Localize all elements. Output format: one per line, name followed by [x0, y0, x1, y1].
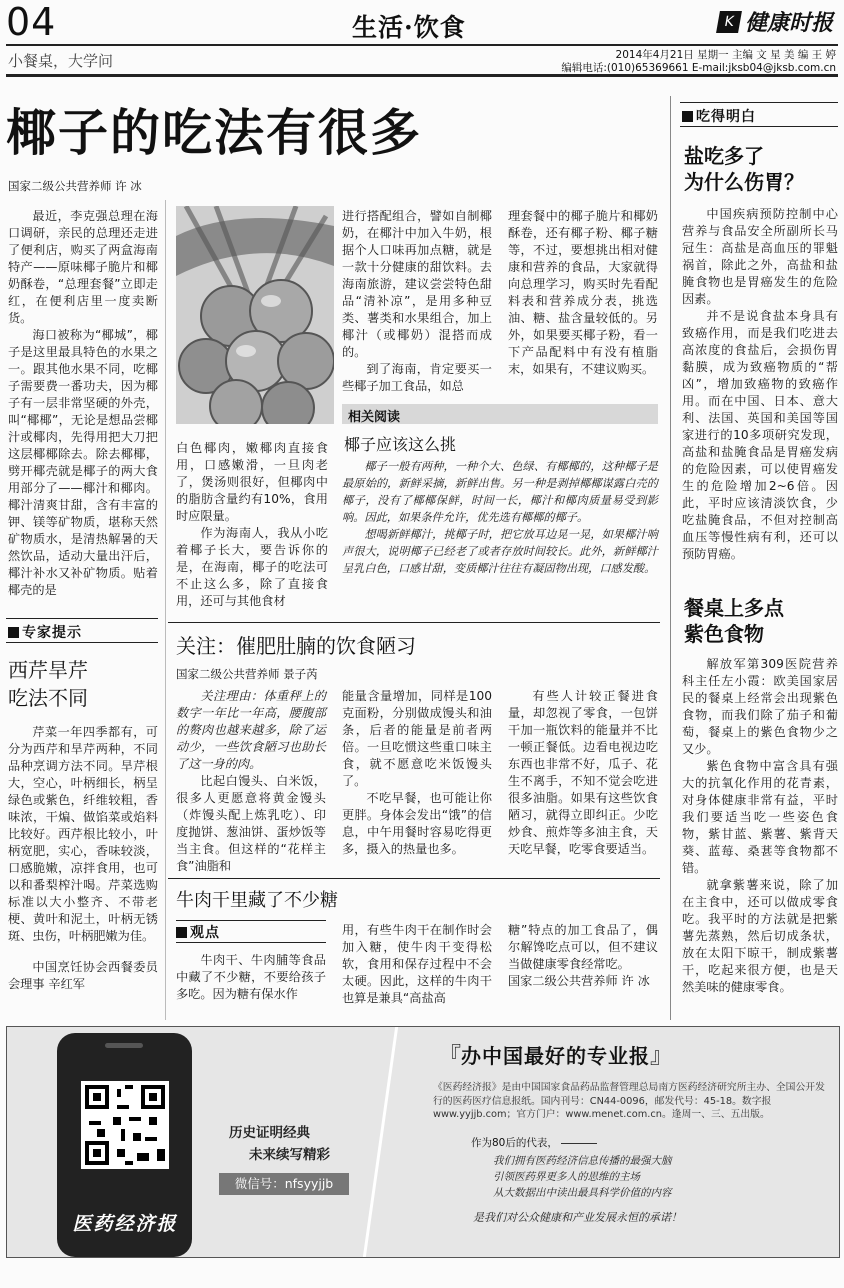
column-slogan: 小餐桌，大学问 [8, 52, 114, 70]
focus-col1 [176, 688, 326, 875]
ad-brand: 医药经济报 [72, 1213, 178, 1235]
sidebar-body2 [682, 656, 838, 996]
beef-col3 [508, 922, 658, 990]
main-para: 理套餐中的椰子脆片和椰奶酥卷，还有椰子粉、椰子糖等，不过，要想挑出相对健康和营养的食品，大家就得向总理学习，购买时先看配料表和营养成分表，挑选油、糖、盐含量较低的。另外，如果要买椰子粉，看一下产品配料中有没有植脂末，如果有，不建议购买。 [508, 209, 658, 376]
qr-code-icon [81, 1081, 169, 1169]
focus-para: 关注理由：体重秤上的数字一年比一年高，腰腹部的赘肉也越来越多，除了运动少，一些饮食陋习也助长了这一身的肉。 [176, 689, 326, 771]
ad-slogan-1: 历史证明经典 [229, 1125, 310, 1141]
page-number: 04 [6, 0, 57, 44]
sidebar-title2-line2: 紫色食物 [684, 622, 764, 646]
sidebar-para: 就拿紫薯来说，除了加在主食中，还可以做成零食吃。我平时的方法就是把紫薯先蒸熟，然后切成条状，放在太阳下晾干，制成紫薯干，吃起来很方便，也是天然美味的健康零食。 [682, 878, 838, 994]
focus-para: 能量含量增加，同样是100克面粉，分别做成馒头和油条，后者的能量是前者两倍。一旦吃惯这些重口味主食，就不愿意吃米饭馒头了。 [342, 689, 492, 788]
column-divider [670, 96, 671, 1020]
column-divider [165, 200, 166, 1020]
beef-col2 [342, 922, 492, 1007]
ad-banner [6, 1026, 840, 1258]
header-rule-bottom [6, 74, 838, 77]
expert-title-2: 吃法不同 [8, 686, 88, 710]
ad-phone [57, 1033, 192, 1257]
beef-col1 [176, 952, 326, 1003]
beef-para: 糖”特点的加工食品了，偶尔解馋吃点可以，但不建议当做健康零食经常吃。 [508, 923, 658, 971]
expert-label-text: 专家提示 [22, 625, 82, 641]
square-bullet-icon [8, 627, 19, 638]
related-para: 想喝新鲜椰汁，挑椰子时，把它放耳边晃一晃，如果椰汁响声很大，说明椰子已经老了或者存放时间较长。此外，新鲜椰汁呈乳白色，口感甘甜，变质椰汁往往有凝固物出现，口感发酸。 [342, 528, 658, 575]
beef-title: 牛肉干里藏了不少糖 [176, 890, 338, 911]
main-para: 白色椰肉，嫩椰肉直接食用，口感嫩滑，一旦肉老了，煲汤则很好，但椰肉中的脂肪含量约有10%，食用时应限量。 [176, 441, 328, 523]
ad-closing-line: 是我们对公众健康和产业发展永恒的承诺！ [473, 1211, 682, 1224]
main-col4 [508, 208, 658, 378]
beef-label-rule [176, 920, 326, 921]
main-title: 椰子的吃法有很多 [6, 103, 422, 162]
date-line: 2014年4月21日 星期一 主编 文 星 美 编 王 婷 [615, 49, 836, 61]
ad-headline-box [439, 1039, 672, 1070]
section-title: 生活·饮食 [352, 13, 466, 42]
focus-para: 比起白馒头、白米饭，很多人更愿意将黄金馒头（炸馒头配上炼乳吃）、印度抛饼、葱油饼、蛋炒饭等当主食。但这样的“花样主食”油脂和 [176, 774, 326, 873]
beef-para: 用，有些牛肉干在制作时会加入糖，使牛肉干变得松软，食用和保存过程中不会太硬。因此，这样的牛肉干也算是兼具“高盐高 [342, 923, 492, 1005]
main-para: 最近，李克强总理在海口调研，亲民的总理还走进了便利店，购买了两盒海南特产——原味椰子脆片和椰奶酥卷，“总理套餐”立即走红，在便利店里一度卖断货。 [8, 209, 158, 325]
bracket-close-icon: 』 [650, 1044, 673, 1069]
beef-author: 国家二级公共营养师 许 冰 [508, 974, 650, 988]
bracket-open-icon: 『 [439, 1044, 462, 1069]
sidebar-body1 [682, 206, 838, 563]
sidebar-rule-2 [680, 126, 838, 127]
header-rule-top [6, 44, 838, 46]
beef-rule-top [168, 878, 660, 879]
expert-label [8, 622, 82, 642]
main-para: 到了海南，肯定要买一些椰子加工食品，如总 [342, 362, 492, 393]
ad-lines [493, 1153, 672, 1201]
beef-label [176, 922, 220, 942]
main-col1 [8, 208, 158, 599]
expert-rule [6, 618, 158, 619]
focus-rule-top [168, 622, 660, 623]
ad-line: 从大数据出中读出最具科学价值的内容 [493, 1187, 672, 1199]
ad-intro: 《医药经济报》是由中国国家食品药品监督管理总局南方医药经济研究所主办、全国公开发行的医药医疗信息报纸。国内刊号：CN44-0096，邮发代号：45-18。数字报 www.yyjjb.com；官方门户：www.menet.com.cn。逢周一、三、五出版。 [433, 1082, 825, 1120]
ad-headline: 办中国最好的专业报 [461, 1044, 651, 1068]
ad-focus-text: 作为80后的代表， [471, 1137, 558, 1149]
square-bullet-icon [682, 111, 693, 122]
focus-title: 关注：催肥肚腩的饮食陋习 [176, 634, 416, 658]
focus-para: 有些人计较正餐进食量，却忽视了零食，一包饼干加一瓶饮料的能量并不比一顿正餐低。边看电视边吃东西也非常不好，瓜子、花生不离手，不知不觉会吃进很多油脂。如果有这些饮食陋习，就得立即纠正。少吃炒食、煎炸等多油主食，天天吃早餐，吃零食要适当。 [508, 689, 658, 856]
focus-col2 [342, 688, 492, 858]
main-para: 作为海南人，我从小吃着椰子长大，要告诉你的是，在海南，椰子的吃法可不止这么多，除了直接食用，还可与其他食材 [176, 526, 328, 608]
expert-body [8, 724, 158, 993]
expert-author: 中国烹饪协会西餐委员会理事 辛红军 [8, 960, 158, 991]
qr-code [81, 1081, 169, 1169]
ad-focus-label [471, 1135, 597, 1150]
sidebar-para: 紫色食物中富含具有强大的抗氧化作用的花青素，对身体健康非常有益，平时我们要适当吃一些姿色食物，紫甘蓝、紫薯、紫背天葵、蓝莓、桑葚等食物都不错。 [682, 759, 838, 875]
sidebar-rule-top [680, 102, 838, 103]
coconut-illustration [176, 206, 334, 424]
square-bullet-icon [176, 927, 187, 938]
beef-label-rule-2 [176, 942, 326, 943]
main-col2 [176, 440, 328, 610]
sidebar-title1-line1: 盐吃多了 [684, 144, 764, 168]
ad-slogan-2: 未来续写精彩 [249, 1147, 330, 1163]
related-label-bar [342, 404, 658, 424]
beef-label-text: 观点 [190, 925, 220, 941]
coconut-photo [176, 206, 334, 424]
main-author: 国家二级公共营养师 许 冰 [8, 179, 142, 193]
focus-author: 国家二级公共营养师 景子芮 [176, 667, 318, 681]
sidebar-para: 解放军第309医院营养科主任左小霞：欧美国家居民的餐桌上经常会出现紫色食物，而我们除了茄子和葡萄，餐桌上的紫色食物少之又少。 [682, 657, 838, 756]
sidebar-title1-line2: 为什么伤胃？ [684, 170, 804, 194]
ad-wechat: 微信号：nfsyyjjb [219, 1173, 349, 1195]
sidebar-label [682, 106, 756, 126]
paper-logo [718, 6, 838, 38]
expert-rule-2 [6, 642, 158, 643]
beef-para: 牛肉干、牛肉脯等食品中藏了不少糖，不要给孩子多吃。因为糖有保水作 [176, 953, 326, 1001]
related-body [342, 458, 658, 577]
focus-para: 不吃早餐，也可能让你更胖。身体会发出“饿”的信息，中午用餐时容易吃得更多，摄入的热量也多。 [342, 791, 492, 856]
sidebar-label-text: 吃得明白 [696, 109, 756, 125]
ad-focus-rule [561, 1143, 597, 1144]
related-para: 椰子一般有两种，一种个大、色绿、有椰椰的，这种椰子是最原始的，新鲜采摘，新鲜出售。另一种是剥掉椰椰谋露白壳的椰子，没有了椰椰保鲜，时间一长，椰汁和椰肉质量易受到影响。因此，如果条件允许，优先选有椰椰的椰子。 [342, 460, 658, 524]
main-para: 海口被称为“椰城”，椰子是这里最具特色的水果之一。跟其他水果不同，吃椰子需要费一番功夫，因为椰子有一层非常坚硬的外壳，叫“椰椰”，无论是想品尝椰汁或椰肉，先得用把大刀把这层椰椰除去。除去椰椰，劈开椰壳就是椰子的两大食用部分了——椰汁和椰肉。椰汁清爽甘甜，含有丰富的钾、镁等矿物质，堪称天然矿物质水，是清热解暑的天然饮品，适动大量出汗后，椰汁补水又补矿物质。贴着椰壳的是 [8, 328, 158, 597]
sidebar-para: 并不是说食盐本身具有致癌作用，而是我们吃进去高浓度的食盐后，会损伤胃黏膜，成为致癌物质的“帮凶”，增加致癌物的致癌作用。而在中国、日本、意大利、法国、英国和美国等国家进行的10多项研究发现，高盐和盐腌食品是胃癌发病的危险因素，可以使胃癌发生的危险增加2~6倍。因此，平时应该清淡饮食，少吃盐腌食品，不但对控制高血压等慢性病有利，还可以预防胃癌。 [682, 309, 838, 561]
paper-logo-text: 健康时报 [745, 10, 834, 36]
expert-para: 芹菜一年四季都有，可分为西芹和旱芹两种，不同品种烹调方法不同。旱芹根大，空心，叶柄细长，柄呈绿色或紫色，纤维较粗，香味浓，干煸、做馅菜或焰料比较好。西芹根比较小，叶柄宽肥，实心，香味较淡，口感脆嫩，凉拌食用，也可以和番梨榨汁喝。芹菜选购标准以大小整齐、不带老梗、黄叶和泥土，叶柄无锈斑、虫伤，叶柄肥嫩为佳。 [8, 725, 158, 943]
ad-divider [363, 1027, 398, 1257]
related-title: 椰子应该这么挑 [344, 435, 457, 454]
ad-line: 我们拥有医药经济信息传播的最强大脑 [493, 1155, 672, 1167]
contact-line: 编辑电话:(010)65369661 E-mail:jksb04@jksb.com.cn [561, 62, 836, 74]
main-col3 [342, 208, 492, 395]
ad-line: 引领医药界更多人的思维的主场 [493, 1171, 640, 1183]
sidebar-para: 中国疾病预防控制中心营养与食品安全所副所长马冠生：高盐是高血压的罪魁祸首，除此之外，高盐和盐腌食物也是胃癌发生的危险因素。 [682, 207, 838, 306]
related-label: 相关阅读 [348, 410, 401, 425]
focus-col3 [508, 688, 658, 858]
logo-mark-icon: K [716, 11, 742, 33]
sidebar-title2-line1: 餐桌上多点 [684, 596, 784, 620]
main-para: 进行搭配组合，譬如自制椰奶，在椰汁中加入牛奶，根据个人口味再加点糖，就是一款十分健康的甜饮料。去海南旅游，建议尝尝特色甜品“清补凉”，是用多种豆类、薯类和水果组合，加上椰汁（或椰奶）混搭而成的。 [342, 209, 492, 359]
expert-title-1: 西芹旱芹 [8, 658, 88, 682]
phone-speaker-icon [105, 1043, 143, 1048]
